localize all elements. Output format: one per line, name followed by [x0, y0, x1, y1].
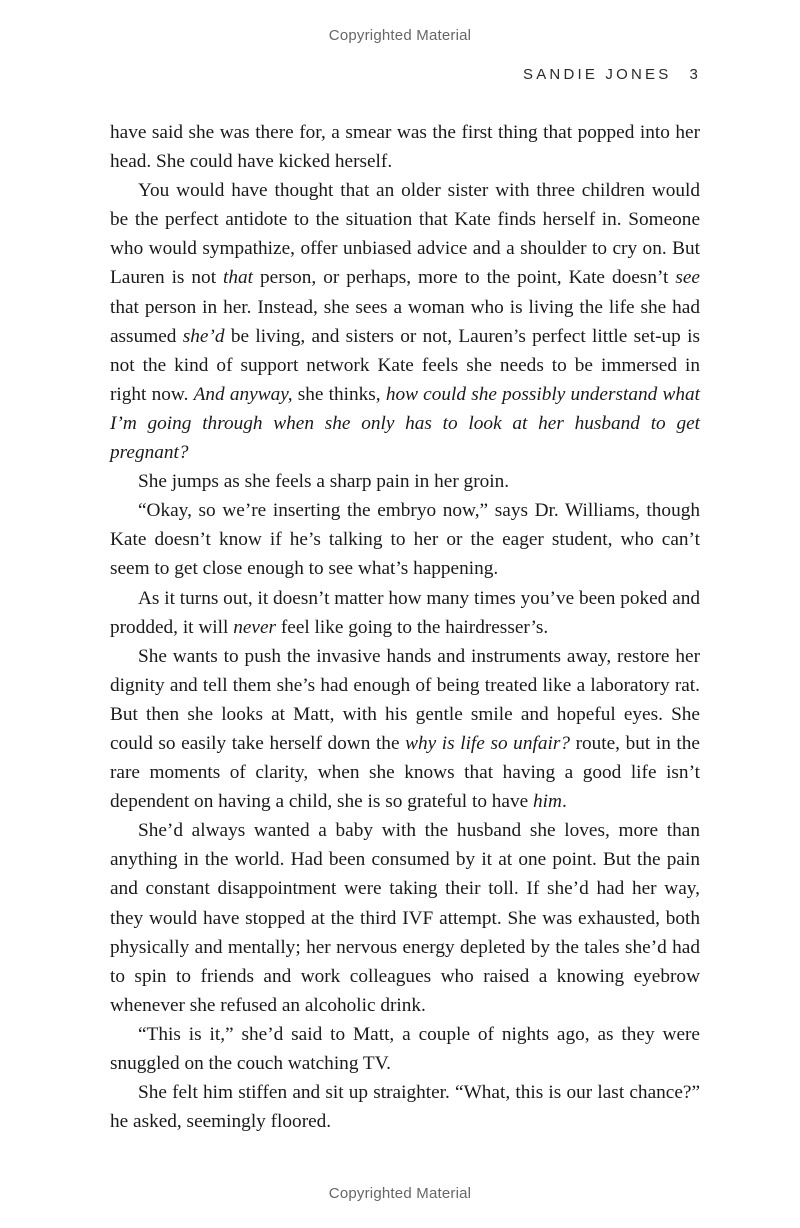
text-run: route, but in the rare moments of clarity, when she knows that having a good life isn’t dependent on having a child, she is so grateful to have: [110, 732, 700, 813]
text-run: She’d always wanted a baby with the husband she loves, more than anything in the world. Had been consumed by it at one point. But the pain and constant disappointment were taking their toll. If she’d had her way, they would have stopped at the third IVF attempt. She was exhausted, both physically and mentally; her nervous energy depleted by the tales she’d had to spin to friends and work colleagues who raised a knowing eyebrow whenever she refused an alcoholic drink.: [110, 820, 700, 1016]
paragraph: [110, 467, 700, 496]
italic-text: why is life so unfair?: [405, 732, 570, 754]
paragraph: [110, 816, 700, 1020]
paragraph: [110, 496, 700, 583]
text-run: she thinks,: [292, 383, 386, 405]
page-number: 3: [689, 66, 701, 83]
italic-text: see: [675, 267, 700, 289]
text-run: She felt him stiffen and sit up straighter. “What, this is our last chance?” he asked, seemingly floored.: [110, 1082, 700, 1133]
text-run: have said she was there for, a smear was the first thing that popped into her head. She could have kicked herself.: [110, 122, 700, 173]
italic-text: she’d: [182, 325, 225, 347]
italic-text: him: [533, 791, 562, 813]
text-run: .: [561, 791, 567, 813]
paragraph: [110, 584, 700, 642]
text-run: “Okay, so we’re inserting the embryo now,” says Dr. Williams, though Kate doesn’t know if he’s talking to her or the eager student, who can’t seem to get close enough to see what’s happening.: [110, 500, 700, 580]
italic-text: how could she possibly understand what I’m going through when she only has to look at her husband to get pregnant?: [110, 383, 700, 464]
body-text: [110, 118, 700, 1136]
text-run: feel like going to the hairdresser’s.: [276, 616, 549, 638]
italic-text: And anyway,: [193, 383, 293, 405]
paragraph: [110, 642, 700, 817]
text-run: be living, and sisters or not, Lauren’s perfect little set-up is not the kind of support network Kate feels she needs to be immersed in right now.: [110, 325, 700, 405]
paragraph: [110, 176, 700, 467]
italic-text: never: [233, 616, 277, 638]
text-run: person, or perhaps, more to the point, Kate doesn’t: [253, 267, 676, 289]
text-run: You would have thought that an older sister with three children would be the perfect antidote to the situation that Kate finds herself in. Someone who would sympathize, offer unbiased advice and a shoulder to cry on. But Lauren is not: [110, 180, 700, 289]
paragraph: [110, 1020, 700, 1078]
paragraph: [110, 1078, 700, 1136]
text-run: As it turns out, it doesn’t matter how many times you’ve been poked and prodded, it will: [110, 587, 700, 638]
text-run: She wants to push the invasive hands and instruments away, restore her dignity and tell them she’s had enough of being treated like a laboratory rat. But then she looks at Matt, with his gentle smile and hopeful eyes. She could so easily take herself down the: [110, 645, 700, 754]
text-run: that person in her. Instead, she sees a woman who is living the life she had assumed: [110, 296, 700, 347]
paragraph: [110, 118, 700, 176]
copyright-watermark-bottom: Copyrighted Material: [328, 1185, 472, 1202]
running-head-author: SANDIE JONES: [523, 66, 672, 83]
running-head: [523, 66, 701, 83]
text-run: “This is it,” she’d said to Matt, a couple of nights ago, as they were snuggled on the couch watching TV.: [110, 1023, 700, 1074]
italic-text: that: [223, 267, 254, 289]
text-run: She jumps as she feels a sharp pain in her groin.: [138, 471, 510, 493]
copyright-watermark-top: Copyrighted Material: [328, 27, 472, 44]
